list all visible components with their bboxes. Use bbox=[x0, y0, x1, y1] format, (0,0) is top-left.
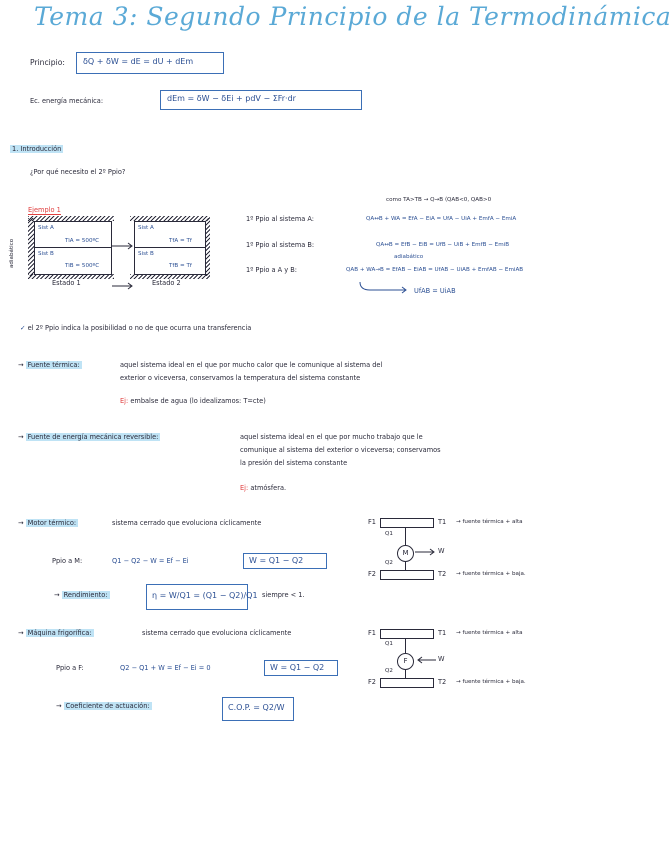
energia-mecanica-box bbox=[160, 90, 362, 110]
motor-diag-w: W bbox=[438, 547, 445, 555]
note-2ppio: ✓ el 2º Ppio indica la posibilidad o no de que ocurra una transferencia bbox=[20, 324, 252, 332]
estado1-label: Estado 1 bbox=[52, 279, 81, 287]
maquina-diag-w: W bbox=[438, 655, 445, 663]
ejemplo-label: Ejemplo 1 bbox=[28, 206, 61, 214]
rendimiento-note: siempre < 1. bbox=[262, 591, 305, 599]
ejemplo-note-top: como TA>TB → Q→B ⟨QAB<0, QAB>0 bbox=[386, 197, 492, 203]
rendimiento-formula: η = W/Q1 = (Q1 − Q2)/Q1 bbox=[152, 591, 258, 600]
maquina-diag-q1: Q1 bbox=[385, 641, 393, 647]
maquina-diag-bar-top bbox=[380, 629, 434, 639]
estado1-box bbox=[34, 221, 112, 275]
maquina-result-box bbox=[264, 660, 338, 676]
maquina-diag-t2-desc: → fuente térmica + baja. bbox=[456, 679, 526, 685]
ppio-a-formula: QA↔B + WA = EfA − EiA = UfA − UiA + EmfA − EmiA bbox=[366, 216, 517, 222]
motor-diag-q1: Q1 bbox=[385, 531, 393, 537]
maquina-text: sistema cerrado que evoluciona cíclicamente bbox=[142, 629, 292, 637]
fuente-mecanica-text3: la presión del sistema constante bbox=[240, 459, 348, 467]
cop-label: → Coeficiente de actuación: bbox=[56, 702, 150, 710]
motor-diag-f2: F2 bbox=[368, 570, 376, 578]
result-arrow-icon bbox=[356, 280, 416, 296]
motor-result-box bbox=[243, 553, 327, 569]
estado1-row2-val: TiB = 500ºC bbox=[65, 263, 100, 269]
section1-question: ¿Por qué necesito el 2º Ppio? bbox=[30, 168, 126, 176]
maquina-label: → Máquina frigorífica: bbox=[18, 629, 92, 637]
motor-text: sistema cerrado que evoluciona cíclicamente bbox=[112, 519, 262, 527]
energia-mecanica-label: Ec. energía mecánica: bbox=[30, 97, 104, 105]
motor-diag-line-bottom bbox=[405, 561, 406, 570]
page-title: Tema 3: Segundo Principio de la Termodinámica bbox=[34, 2, 671, 31]
maquina-diag-w-arrow-icon bbox=[414, 655, 438, 665]
estado2-row1: Sist A bbox=[138, 225, 154, 231]
maquina-diag-q2: Q2 bbox=[385, 668, 393, 674]
fuente-mecanica-label: → Fuente de energía mecánica reversible: bbox=[18, 433, 159, 441]
maquina-ppio-formula: Q2 − Q1 + W = Ef − Ei = 0 bbox=[120, 664, 211, 672]
fuente-termica-text1: aquel sistema ideal en el que por mucho calor que le comunique al sistema del bbox=[120, 361, 383, 369]
motor-diag-q2: Q2 bbox=[385, 560, 393, 566]
motor-diag-t1-desc: → fuente térmica + alta bbox=[456, 519, 523, 525]
maquina-diag-f1: F1 bbox=[368, 629, 376, 637]
maquina-diag-circle: F bbox=[397, 653, 414, 670]
motor-ppio-label: Ppio a M: bbox=[52, 557, 83, 565]
maquina-diag-t1-desc: → fuente térmica + alta bbox=[456, 630, 523, 636]
fuente-mecanica-example: Ej: atmósfera. bbox=[240, 484, 287, 492]
motor-diag-f1: F1 bbox=[368, 518, 376, 526]
estado2-label: Estado 2 bbox=[152, 279, 181, 287]
rendimiento-label: → Rendimiento: bbox=[54, 591, 108, 599]
maquina-ppio-label: Ppio a F: bbox=[56, 664, 84, 672]
cop-box bbox=[222, 697, 294, 721]
adiabatico-label: adiabático bbox=[9, 238, 15, 268]
fuente-mecanica-text1: aquel sistema ideal en el que por mucho trabajo que le bbox=[240, 433, 423, 441]
estado1-row1-val: TiA = 500ºC bbox=[65, 238, 100, 244]
maquina-diag-line-top bbox=[405, 639, 406, 653]
ppio-b-label: 1º Ppio al sistema B: bbox=[246, 241, 315, 249]
motor-diag-w-arrow-icon bbox=[414, 547, 438, 557]
fuente-termica-text2: exterior o viceversa, conservamos la temperatura del sistema constante bbox=[120, 374, 361, 382]
rendimiento-box bbox=[146, 584, 258, 610]
motor-diag-t2: T2 bbox=[438, 570, 447, 578]
estado1-row1: Sist A bbox=[38, 225, 54, 231]
motor-diag-circle: M bbox=[397, 545, 414, 562]
motor-diag-bar-bottom bbox=[380, 570, 434, 580]
ppio-a-label: 1º Ppio al sistema A: bbox=[246, 215, 315, 223]
ppio-ab-label: 1º Ppio a A y B: bbox=[246, 266, 298, 274]
motor-diag-bar-top bbox=[380, 518, 434, 528]
motor-label: → Motor térmico: bbox=[18, 519, 77, 527]
ppio-ab-note: adiabático bbox=[394, 254, 424, 260]
maquina-diag-f2: F2 bbox=[368, 678, 376, 686]
cop-formula: C.O.P. = Q2/W bbox=[228, 703, 285, 712]
principio-formula: δQ + δW = dE = dU + dEm bbox=[83, 57, 194, 66]
estado2-row2-val: TfB = Tf bbox=[169, 263, 192, 269]
estado2-box bbox=[134, 221, 206, 275]
ppio-ab-formula: QAB + WA→B = EfAB − EiAB = UfAB − UiAB + EmfAB − EmiAB bbox=[346, 267, 524, 273]
motor-diag-t1: T1 bbox=[438, 518, 447, 526]
section1-heading: 1. Introducción bbox=[12, 145, 62, 153]
motor-diag-t2-desc: → fuente térmica + baja. bbox=[456, 571, 526, 577]
fuente-mecanica-text2: comunique al sistema del exterior o viceversa; conservamos bbox=[240, 446, 441, 454]
ppio-b-formula: QA↔B = EfB − EiB = UfB − UiB + EmfB − EmiB bbox=[376, 242, 510, 248]
maquina-diag-t1: T1 bbox=[438, 629, 447, 637]
estado2-row2: Sist B bbox=[138, 251, 154, 257]
energia-mecanica-formula: dEm = δW − δEi + pdV − ΣFr·dr bbox=[167, 94, 296, 103]
motor-diag-line-top bbox=[405, 528, 406, 545]
maquina-diag-bar-bottom bbox=[380, 678, 434, 688]
ppio-ab-result: UfAB = UiAB bbox=[414, 287, 456, 295]
estado2-row1-val: TfA = Tf bbox=[169, 238, 192, 244]
principio-label: Principio: bbox=[30, 58, 65, 67]
fuente-termica-example: Ej: embalse de agua (lo idealizamos: T=cte) bbox=[120, 397, 266, 405]
estado1-row2: Sist B bbox=[38, 251, 54, 257]
fuente-termica-label: → Fuente térmica: bbox=[18, 361, 80, 369]
motor-ppio-result: W = Q1 − Q2 bbox=[249, 556, 304, 565]
maquina-ppio-result: W = Q1 − Q2 bbox=[270, 663, 325, 672]
motor-ppio-formula: Q1 − Q2 − W = Ef − Ei bbox=[112, 557, 189, 565]
maquina-diag-t2: T2 bbox=[438, 678, 447, 686]
principio-box bbox=[76, 52, 224, 74]
